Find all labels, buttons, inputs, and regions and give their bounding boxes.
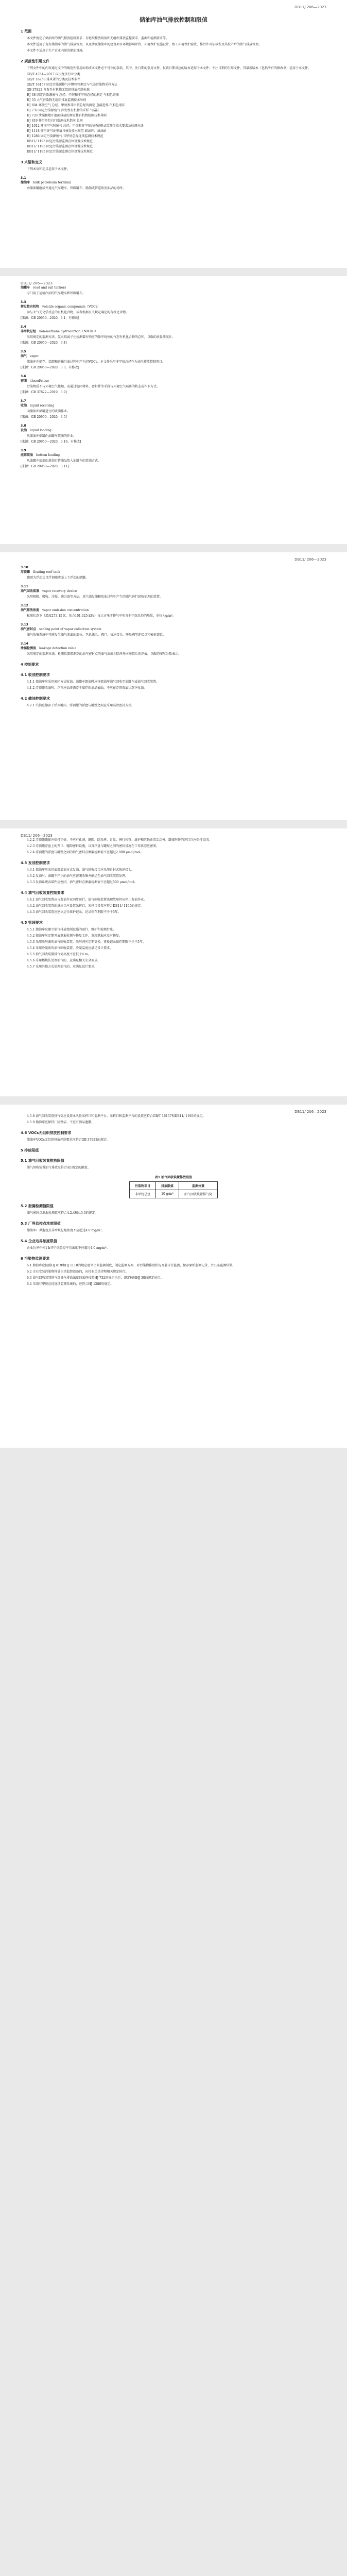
normative-reference: HJ 733 泄漏和敞开液面排放的挥发性有机物检测技术导则 [27,114,107,117]
term-definition: 储油库在储存、装卸和运输汽油过程中产生的VOCs。本文件采用非甲烷总烃作为油气排放控制项目。 [27,360,165,364]
section-heading: 6 污染物监测要求 [21,1257,50,1261]
term-name-en: vapor recovery device [42,589,77,593]
paragraph: 油气密封点泄漏检测值应符合4.2.4和4.3.3的规定。 [27,1211,98,1215]
term-source: [来源：GB 37822—2019，3.9] [21,391,67,394]
term-number: 3.14 [21,642,28,646]
page-header-code: DB11/ 206—2023 [21,281,53,285]
page-header-code: DB11/ 206—2023 [294,557,326,562]
paragraph: 4.2.1 汽油应储存于浮顶罐内，浮顶罐的浮盘与罐壁之间应采用高效密封方式。 [27,704,135,707]
term-name-en: volatile organic compounds（VOCs） [42,305,100,309]
paragraph: 4.5.6 采用燃烧法处理油气的，应满足相关安全要求。 [27,959,101,962]
table-header-cell: 监测位置 [179,1182,218,1190]
normative-reference: GB/T 16157 固定污染源排气中颗粒物测定与气态污染物采样方法 [27,83,118,87]
paragraph: 4.5.2 储油库应定期开展泄漏检测与修复工作，发现泄漏应及时修复。 [27,934,123,938]
section-heading: 5.4 企业边界浓度限值 [21,1239,57,1243]
normative-reference: HJ 55 大气污染物无组织排放监测技术导则 [27,98,86,102]
term-name [21,570,326,575]
term-definition: 由储油罐组成并通过汽车罐车、铁路罐车、船舶或管道收发油品的场所。 [27,187,126,190]
term-name-cn: 油罐车 [21,286,30,290]
normative-reference: GB/T 4754—2017 国民经济行业分类 [27,73,80,76]
term-number: 3.5 [21,350,26,353]
term-name-en: bottom loading [36,453,60,457]
term-definition: 罐顶为浮动式且浮顶随液面上下浮动的储罐。 [27,576,89,580]
term-number: 3.9 [21,449,26,452]
term-name [21,608,326,613]
term-number: 3.7 [21,399,26,403]
table-header-cell: 污染物项目 [129,1182,155,1190]
term-definition: 采用规定的监测方法，检测仪器探测到的油气密封点的油气浓度扣除环境本底值后的净值，以碳的摩尔分数表示。 [27,652,182,656]
paragraph: 下列术语和定义适用于本文件。 [27,167,71,171]
term-name-cn: 储油库 [21,181,30,184]
table-cell: 非甲烷总烃 [129,1190,155,1198]
paragraph: 6.2 企业安装污染物排放自动监控设备的，应按有关法律和相关规定执行。 [27,1270,129,1274]
paragraph: 4.1.1 储油库应采用密闭方式收油，油罐车卸油时应将储油库油气回收至油罐车或油气回收装置。 [27,680,160,684]
term-number: 3.1 [21,176,26,180]
paragraph: 油气回收装置油气排放应符合表1规定的限值。 [27,1166,91,1170]
term-definition: 从储油库储罐向油罐车装油的作业。 [27,434,77,438]
term-number: 3.10 [21,566,28,569]
paragraph: 6.3 油气回收装置排气筒油气排放浓度的采样按照HJ 732的规定执行，测定按照HJ 38的规定执行。 [27,1276,164,1280]
paragraph: 本文件规定了储油库的油气排放控制要求、有组织排放限值和无组织排放监控要求、监测和检测要求等。 [27,37,169,40]
page-header-code: DB11/ 206—2023 [294,5,326,9]
emission-limit-table [129,1181,218,1198]
paragraph: 6.1 储油库应按照HJ 819和HJ 1118的规定建立企业监测制度，制定监测方案，对污染物排放状况开展自行监测，保存原始监测记录，并公布监测结果。 [27,1264,236,1267]
section-heading: 5.3 厂界监控点浓度限值 [21,1222,61,1226]
table-cell: 10 g/m³ [155,1190,179,1198]
term-number: 3.6 [21,375,26,378]
normative-reference: GB/T 16758 排风罩的分类及技术条件 [27,78,81,81]
term-source: [来源：GB 20950—2020，3.16，有修改] [21,440,81,444]
term-number: 3.12 [21,604,28,607]
term-name-cn: 油气回收装置 [21,589,40,593]
paragraph: 企业边界任何1 h非甲烷总烃平均浓度不应超过4.0 mg/m³。 [27,1246,110,1250]
table-row [129,1190,217,1198]
term-name-cn: 油气 [21,354,27,358]
paragraph: 4.1.2 浮顶罐收油时，浮顶应始终漂浮于储存的油品表面，不应在浮顶落底状态下收油。 [27,686,147,690]
paragraph: 储油库厂界监控点非甲烷总烃浓度不应超过4.0 mg/m³。 [27,1229,105,1232]
paragraph: 4.5.5 油气回收装置排气筒高度不应低于4 m。 [27,953,91,956]
term-number: 3.13 [21,623,28,626]
term-name [21,180,326,185]
table-cell: 油气回收装置排气筒 [179,1190,218,1198]
section-heading: 4.5 管理要求 [21,921,43,925]
document-page [0,1105,347,1448]
normative-reference: HJ 1118 排污许可证申请与核发技术规范 储油库、加油站 [27,129,107,133]
term-name-en: liquid receiving [30,404,55,408]
page-header-code: DB11/ 206—2023 [21,834,53,838]
term-definition: 专门用于运输汽油的汽车罐车和铁路罐车。 [27,292,86,295]
term-name-cn: 油气排放浓度 [21,608,40,612]
document-title: 储油库油气排放控制和限值 [140,16,207,23]
term-definition: 参与大气光化学反应的有机化合物，或者根据有关规定确定的有机化合物。 [27,311,129,314]
normative-reference: GB 37822 挥发性有机物无组织排放控制标准 [27,88,90,92]
term-name-en: non-methane hydrocarbon（NMHC） [39,330,98,333]
term-name [21,329,326,334]
document-page [0,0,347,268]
document-page [0,828,347,1096]
term-source: [来源：GB 20950—2020，3.4] [21,341,67,345]
section-heading: 5.2 泄漏检测值限值 [21,1204,54,1208]
term-number: 3.8 [21,424,26,428]
term-definition: 污染物质不与环境空气接触，或通过密闭材料、密封件等手段与环境空气隔离的状态或作业方式。 [27,385,160,388]
term-definition: 采用规定的监测方法，氢火焰离子化检测器有响应的除甲烷外的气态有机化合物的总和，以碳的质量浓度计。 [27,335,176,339]
paragraph: 储油库VOCs无组织排放控制要求应符合GB 37822的规定。 [27,1138,110,1142]
document-page [0,276,347,544]
term-name-en: liquid loading [30,429,51,432]
normative-reference: DB11/ 1195 固定污染源监测点位设置技术规范 [27,140,93,143]
page-blank-area [21,1288,326,1443]
term-name-cn: 发油 [21,429,27,432]
table-header-cell: 排放限值 [155,1182,179,1190]
term-name-en: vapor [30,354,39,358]
paragraph: 4.2.3 浮顶罐浮盘上的开口、缝隙密封设施，以及浮盘与罐壁之间的密封设施在工作状态应密闭。 [27,844,160,848]
normative-reference: HJ 1012 环境空气和废气 总烃、甲烷和非甲烷总烃便携式监测仪技术要求及检测方法 [27,124,144,128]
term-definition: 采用吸附、吸收、冷凝、膜分离等方法，对汽油发油和收油过程中产生的油气进行回收处理的装置。 [27,595,163,599]
paragraph: 4.4.2 油气回收装置的进出口应设置采样口，采样口设置应符合DB11/ 1195的规定。 [27,904,144,908]
term-name [21,646,326,651]
paragraph: 4.3.3 发油系统各部件应密闭，油气密封点泄漏检测值不应超过500 μmol/mol。 [27,880,137,884]
term-definition: 油气收集系统中可能发生油气泄漏的部位，包括法兰、阀门、快速接头、呼吸阀等连接点和密封部位。 [27,633,166,637]
term-name-cn: 挥发性有机物 [21,305,40,309]
term-name [21,285,326,291]
paragraph: 4.2.2 浮顶罐罐体应保持完好，不应有孔洞、缝隙，除采样、计量、例行检查、维护和其他正常活动外，罐体附件的开口均应保持关闭。 [27,838,212,842]
term-name-en: vapor emission concentration [42,608,89,612]
normative-reference: HJ 1286 固定污染源废气 非甲烷总烃连续监测技术规范 [27,134,103,138]
section-heading: 3 术语和定义 [21,160,43,164]
term-name-cn: 收油 [21,404,27,408]
normative-reference: DB11/ 1195 固定污染源监测点位设置技术规范 [27,145,93,148]
term-name-cn: 密闭 [21,379,27,383]
section-heading: 1 范围 [21,29,32,33]
term-name [21,379,326,384]
normative-reference: HJ 38 固定污染源废气 总烃、甲烷和非甲烷总烃的测定 气相色谱法 [27,93,119,97]
term-name-cn: 浮顶罐 [21,570,30,574]
table-header-row [129,1182,217,1190]
term-name-cn: 泄漏检测值 [21,647,37,650]
term-name-en: floating roof tank [33,570,60,574]
term-definition: 向储油库储罐进行的收油作业。 [27,410,71,413]
normative-reference: HJ 819 排污单位自行监测技术指南 总则 [27,119,83,123]
paragraph: 下列文件中的内容通过文中的规范性引用而构成本文件必不可少的条款。其中，注日期的引用文件，仅该日期对应的版本适用于本文件；不注日期的引用文件，其最新版本（包括所有的修改单）适用于本文件。 [27,66,311,70]
paragraph: 4.2.4 浮顶罐的浮盘与罐壁之间的油气密封点泄漏检测值不应超过2 000 μmol/mol。 [27,851,144,854]
term-name-cn: 非甲烷总烃 [21,330,37,333]
term-name [21,589,326,594]
paragraph: 本文件不适用于生产企业内部的储油设施。 [27,49,86,53]
term-definition: 从油罐车底部的进油口将油品装入油罐车的装油方式。 [27,459,101,463]
term-number: 3.11 [21,585,28,588]
section-heading: 4.3 发油控制要求 [21,861,50,865]
term-name-en: sealing point of vapor collection system [39,628,101,631]
term-name-en: bulk petroleum terminal [33,181,72,184]
term-number: 3.3 [21,300,26,304]
table-caption: 表1 油气回收装置排放限值 [154,1176,193,1179]
paragraph: 4.4.1 油气回收装置应与发油作业同步运行，油气回收装置出现故障时应停止发油作业。 [27,898,147,902]
paragraph: 4.3.2 发油时，油罐车产生的油气应密闭收集并输送至油气回收装置处理。 [27,874,129,878]
section-heading: 2 规范性引用文件 [21,59,50,63]
term-source: [来源：GB 20950—2020，3.5] [21,415,67,419]
normative-reference: HJ 732 固定污染源废气 挥发性有机物的采样 气袋法 [27,109,99,112]
term-source: [来源：GB 20950—2020，3.3，有修改] [21,366,79,369]
term-source: [来源：GB 20950—2020，3.1，有修改] [21,316,79,320]
term-number: 3.4 [21,325,26,329]
term-name [21,627,326,632]
section-heading: 4 控制要求 [21,663,39,667]
page-header-code: DB11/ 206—2023 [294,1110,326,1114]
paragraph: 4.5.3 采用吸附法的油气回收装置，吸附剂应定期更换，更换记录保存期限不少于5年。 [27,940,146,944]
term-name-en: road and rail tankers [33,286,66,290]
section-heading: 4.2 储油控制要求 [21,697,50,701]
term-name-en: closed/close [30,379,49,383]
paragraph: 本文件适用于现有储油库的油气排放管理，以及涉及储油库的建设项目环境影响评价、环境保护设施设计、竣工环境保护验收、排污许可证核发及其投产后的油气排放管理。 [27,43,262,46]
section-heading: 5 排放限值 [21,1148,39,1153]
section-heading: 5.1 油气回收装置排放限值 [21,1159,64,1163]
paragraph: 4.5.9 储油库应保持厂区整洁，不应有油品遗撒。 [27,1121,95,1124]
term-name [21,403,326,409]
section-heading: 4.4 油气回收装置控制要求 [21,891,64,895]
paragraph: 6.4 采用非甲烷总烃连续监测系统的，应符合HJ 1286的规定。 [27,1282,114,1286]
term-name-en: leakage detection value [39,647,77,650]
paragraph: 4.5.1 储油库应建立油气排放控制设施的运行、维护和检测台账。 [27,928,116,931]
paragraph: 4.5.8 油气回收装置排气筒应设置永久性采样口和监测平台，采样口和监测平台的设置应符合GB/T 16157和DB11/ 1195的规定。 [27,1114,206,1118]
document-page [0,552,347,820]
term-name-cn: 底部装油 [21,453,33,457]
term-source: [来源：GB 20950—2020，3.11] [21,465,69,468]
paragraph: 4.5.4 采用冷凝法的油气回收装置，冷凝温度应满足设计要求。 [27,946,113,950]
term-name-cn: 油气密封点 [21,628,37,631]
paragraph: 4.4.3 油气回收装置应建立运行维护记录，记录保存期限不少于5年。 [27,910,121,914]
term-name [21,354,326,359]
term-definition: 标准状态下（温度273.15 K，压力101.325 kPa）每立方米干排气中所含非甲烷总烃的质量，单位为g/m³。 [27,614,176,618]
section-heading: 4.1 收油控制要求 [21,673,50,677]
term-name [21,453,326,458]
normative-reference: DB11/ 1195 固定污染源监测点位设置技术规范 [27,150,93,154]
section-heading: 4.6 VOCs无组织排放控制要求 [21,1131,72,1135]
paragraph: 4.3.1 储油库应采用底部装油方式发油，油气回收接口应采用自封式快速接头。 [27,868,135,872]
normative-reference: HJ 604 环境空气 总烃、甲烷和非甲烷总烃的测定 直接进样-气相色谱法 [27,104,125,107]
term-name [21,304,326,310]
term-name [21,428,326,433]
paragraph: 4.5.7 采用其他方式处理油气的，应满足设计要求。 [27,965,98,969]
